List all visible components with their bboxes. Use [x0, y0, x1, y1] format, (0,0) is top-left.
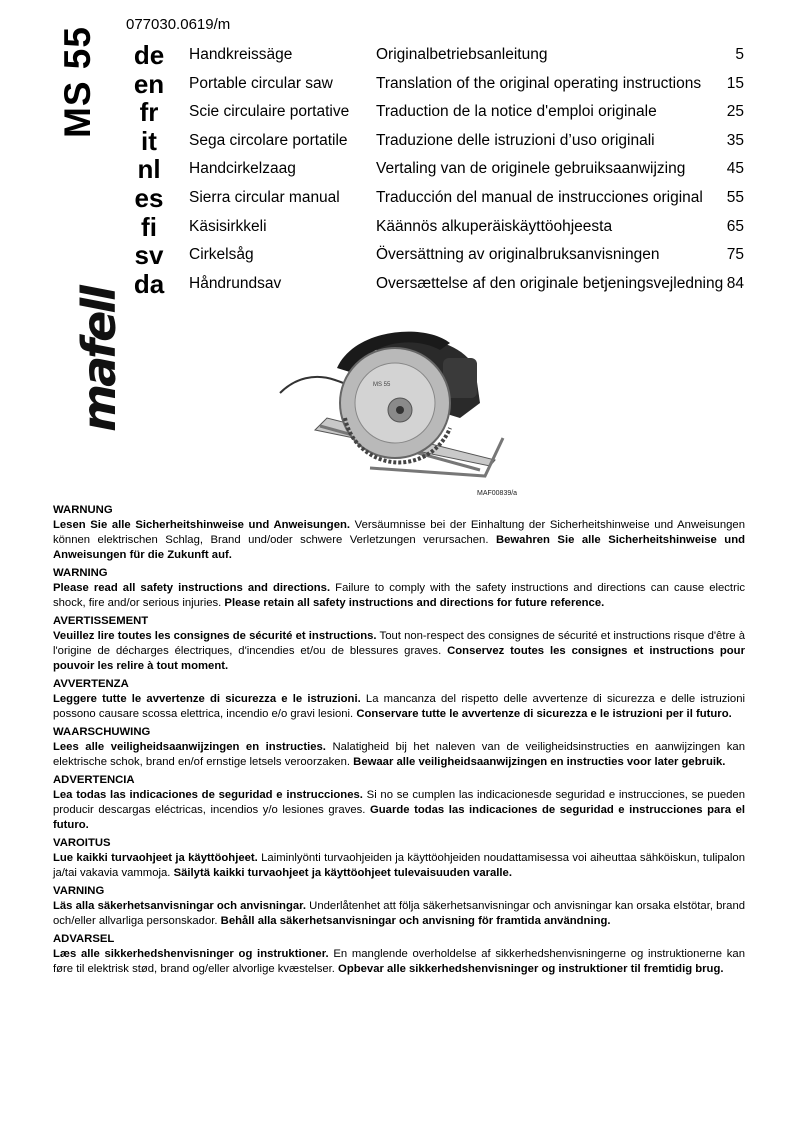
- warning-lead: Please read all safety instructions and directions.: [53, 582, 331, 594]
- product-name: Sierra circular manual: [189, 188, 340, 206]
- language-code: en: [133, 68, 165, 99]
- warning-body: [53, 692, 745, 722]
- warning-body: [53, 629, 745, 674]
- product-name: Handcirkelzaag: [189, 160, 296, 178]
- toc-row-fi: [0, 211, 802, 245]
- language-code: es: [134, 182, 164, 213]
- warning-lead: Lea todas las indicaciones de seguridad e instrucciones.: [53, 789, 363, 801]
- warning-closing: Bewaar alle veiligheidsaanwijzingen en instructies voor later gebruik.: [353, 756, 726, 768]
- warning-text: Laiminlyönti turvaohjeiden ja käyttöohjeiden noudattamisessa voi aiheuttaa sähköiskun, tulipalon ja/tai vakavia vammoja.: [53, 852, 745, 879]
- page-number: 35: [726, 131, 744, 149]
- warning-body: [53, 947, 745, 977]
- language-code: nl: [137, 154, 161, 185]
- warning-title: WAARSCHUWING: [53, 726, 151, 738]
- product-name: Sega circolare portatile: [189, 131, 348, 149]
- warning-text: Underlåtenhet att följa säkerhetsanvisningar och anvisningar kan orsaka elstötar, brand och/eller allvarliga personskador.: [53, 900, 746, 927]
- manual-title: Traduction de la notice d'emploi originale: [376, 103, 657, 121]
- brand-logo: mafell: [72, 288, 126, 432]
- warning-text: Failure to comply with the safety instructions and directions can cause electric shock, fire and/or serious injuries.: [53, 582, 745, 609]
- page-number: 65: [726, 217, 744, 235]
- warning-body: [53, 851, 745, 881]
- language-code: fi: [141, 211, 157, 242]
- manual-title: Oversættelse af den originale betjeningsvejledning: [376, 274, 724, 292]
- manual-title: Käännös alkuperäiskäyttöohjeesta: [376, 217, 613, 235]
- image-caption: MAF00839/a: [477, 490, 518, 497]
- warning-title: WARNUNG: [53, 504, 113, 516]
- language-code: de: [133, 40, 165, 70]
- warning-nl: [53, 725, 745, 770]
- page-number: 5: [735, 46, 744, 63]
- product-name: Scie circulaire portative: [189, 103, 350, 121]
- warning-body: [53, 740, 745, 770]
- warning-lead: Veuillez lire toutes les consignes de sécurité et instructions.: [53, 630, 377, 642]
- warning-title: ADVERTENCIA: [53, 774, 135, 786]
- warning-title: VAROITUS: [53, 837, 111, 849]
- language-code: sv: [134, 240, 164, 271]
- page-number: 75: [726, 246, 744, 264]
- page-number: 45: [726, 160, 744, 178]
- product-name: Håndrundsav: [189, 274, 282, 292]
- warning-es: [53, 773, 745, 833]
- warning-title: AVERTISSEMENT: [53, 615, 149, 627]
- warning-sv: [53, 884, 745, 929]
- warning-closing: Conservez toutes les consignes et instructions pour pouvoir les relire à tout moment.: [53, 645, 745, 672]
- warning-title: VARNING: [53, 885, 105, 897]
- warning-lead: Lees alle veiligheidsaanwijzingen en instructies.: [53, 741, 326, 753]
- toc-row-sv: [0, 240, 802, 273]
- manual-title: Traducción del manual de instrucciones original: [376, 188, 703, 206]
- warning-it: [53, 677, 745, 722]
- warning-body: [53, 899, 745, 929]
- page-number: 25: [726, 103, 744, 121]
- warning-title: AVVERTENZA: [53, 678, 129, 690]
- warning-fi: [53, 836, 745, 881]
- model-title: MS 55: [57, 26, 98, 138]
- page-number: 55: [726, 188, 744, 206]
- warning-closing: Säilytä kaikki turvaohjeet ja käyttöohjeet tulevaisuuden varalle.: [173, 867, 512, 879]
- warning-text: Tout non-respect des consignes de sécurité et instructions risque d'être à l'origine de décharges électriques, d'incendies et/ou de blessures graves.: [53, 630, 745, 657]
- language-code: it: [141, 125, 157, 156]
- warning-closing: Guarde todas las indicaciones de seguridad e instrucciones para el futuro.: [53, 804, 745, 831]
- manual-title: Originalbetriebsanleitung: [376, 46, 548, 63]
- circular-saw-image: [275, 318, 515, 488]
- warning-lead: Lesen Sie alle Sicherheitshinweise und Anweisungen.: [53, 519, 351, 531]
- manual-title: Traduzione delle istruzioni d’uso originali: [376, 131, 655, 149]
- warning-text: Versäumnisse bei der Einhaltung der Sicherheitshinweise und Anweisungen können elektrischen Schlag, Brand und/oder schwere Verletzungen verursachen.: [53, 519, 745, 546]
- warning-title: ADVARSEL: [53, 933, 115, 945]
- warning-text: La mancanza del rispetto delle avvertenze di sicurezza e delle istruzioni possono causare scossa elettrica, incendio e/o gravi lesioni.: [53, 693, 745, 720]
- toc-row-fr: [0, 97, 802, 130]
- page-number: 15: [726, 74, 744, 92]
- warning-text: Nalatigheid bij het naleven van de veiligheidsinstructies en aanwijzingen kan elektrische schok, brand en/of ernstige letsels veroorzaken.: [53, 741, 745, 768]
- language-code: da: [133, 268, 165, 299]
- warning-fr: [53, 614, 745, 674]
- warning-en: [53, 566, 745, 611]
- table-of-contents: [0, 40, 802, 301]
- warning-text: Si no se cumplen las indicacionesde seguridad e instrucciones, se pueden producir descargas eléctricas, incendios y/o lesiones graves.: [53, 789, 746, 816]
- safety-warnings: [53, 503, 745, 980]
- warning-da: [53, 932, 745, 977]
- warning-text: En manglende overholdelse af sikkerhedshenvisningerne og instruktionerne kan føre til elektrisk stød, brand og/eller alvorlige kvæstelser.: [53, 948, 746, 975]
- machine-label: MS 55: [373, 382, 391, 388]
- product-name: Cirkelsåg: [189, 246, 254, 264]
- page-number: 84: [726, 274, 744, 292]
- warning-de: [53, 503, 745, 563]
- toc-row-nl: [0, 154, 802, 187]
- product-name: Portable circular saw: [189, 74, 333, 92]
- warning-lead: Læs alle sikkerhedshenvisninger og instruktioner.: [53, 948, 329, 960]
- manual-title: Översättning av originalbruksanvisningen: [376, 246, 660, 264]
- warning-lead: Leggere tutte le avvertenze di sicurezza e le istruzioni.: [53, 693, 361, 705]
- warning-body: [53, 518, 745, 563]
- language-code: fr: [139, 97, 159, 128]
- warning-title: WARNING: [53, 567, 108, 579]
- document-number: 077030.0619/m: [126, 16, 231, 33]
- warning-closing: Opbevar alle sikkerhedshenvisninger og instruktioner til fremtidig brug.: [338, 963, 724, 975]
- product-name: Käsisirkkeli: [189, 217, 267, 235]
- warning-body: [53, 788, 745, 833]
- warning-closing: Behåll alla säkerhetsanvisningar och anvisning för framtida användning.: [220, 915, 611, 927]
- warning-closing: Bewahren Sie alle Sicherheitshinweise und Anweisungen für die Zukunft auf.: [53, 534, 745, 561]
- toc-row-es: [0, 182, 802, 216]
- warning-body: [53, 581, 745, 611]
- manual-title: Translation of the original operating instructions: [376, 74, 702, 92]
- toc-row-en: [0, 68, 802, 102]
- warning-lead: Lue kaikki turvaohjeet ja käyttöohjeet.: [53, 852, 258, 864]
- warning-lead: Läs alla säkerhetsanvisningar och anvisningar.: [53, 900, 307, 912]
- product-name: Handkreissäge: [189, 46, 293, 63]
- manual-title: Vertaling van de originele gebruiksaanwijzing: [376, 160, 686, 178]
- toc-row-de: [0, 40, 802, 73]
- warning-closing: Please retain all safety instructions and directions for future reference.: [224, 597, 605, 609]
- warning-closing: Conservare tutte le avvertenze di sicurezza e le istruzioni per il futuro.: [356, 708, 732, 720]
- toc-row-it: [0, 125, 802, 159]
